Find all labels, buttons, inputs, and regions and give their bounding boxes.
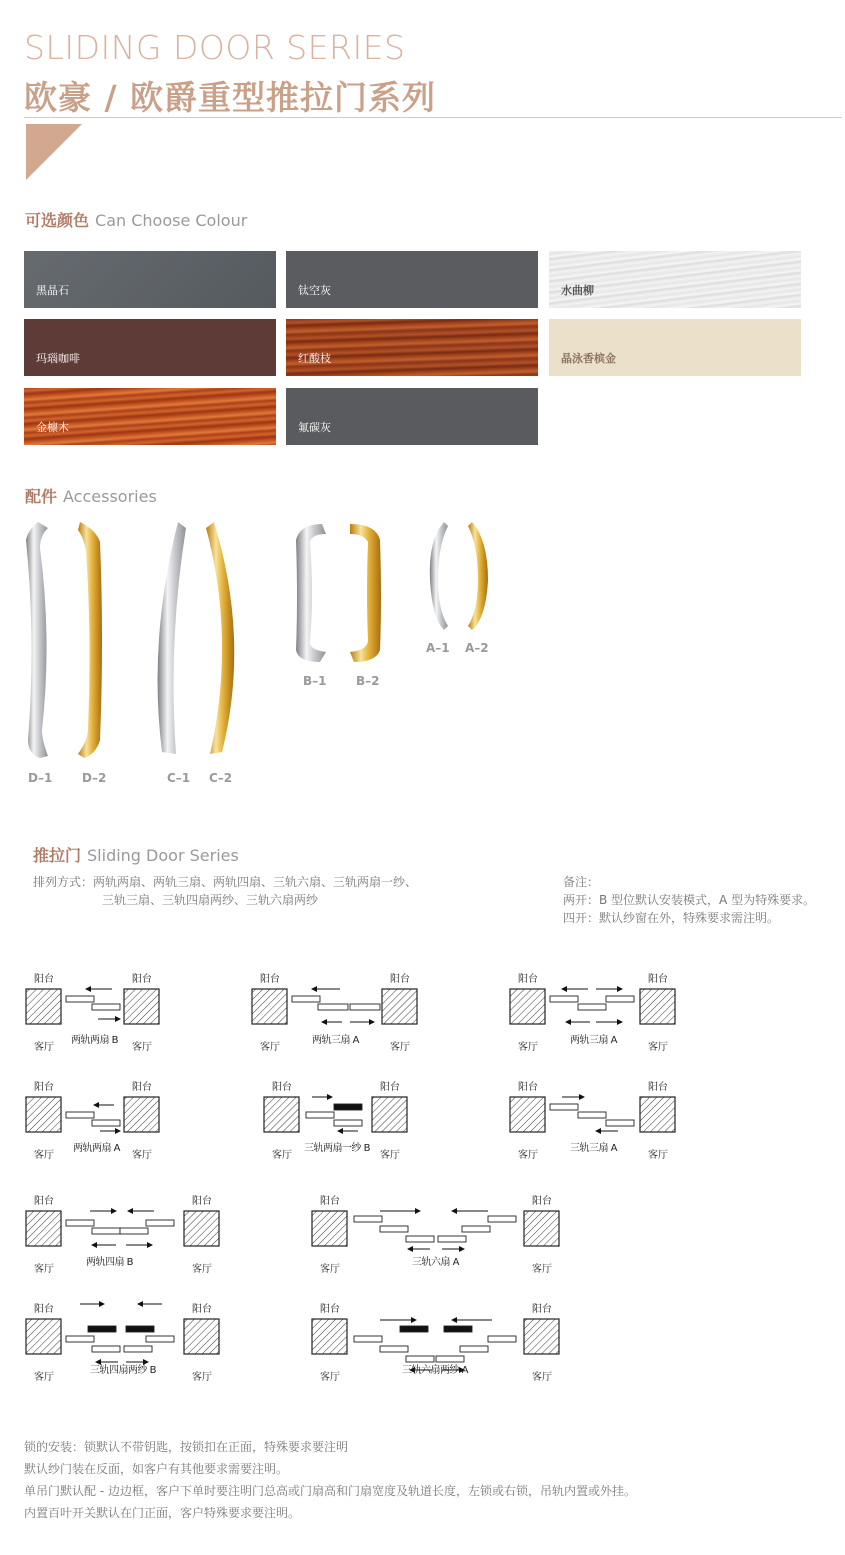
balcony-label: 阳台 bbox=[380, 1082, 400, 1093]
door-panel bbox=[380, 1346, 408, 1352]
door-panel bbox=[438, 1236, 466, 1242]
living-label: 客厅 bbox=[320, 1372, 340, 1383]
living-label: 客厅 bbox=[192, 1372, 212, 1383]
door-panel bbox=[306, 1112, 334, 1118]
swatch-label: 氟碳灰 bbox=[298, 421, 331, 434]
living-label: 客厅 bbox=[34, 1372, 54, 1383]
sliding-heading-en: Sliding Door Series bbox=[87, 846, 239, 865]
diagram-caption: 两轨三扇 A bbox=[570, 1035, 618, 1046]
door-panel bbox=[350, 1004, 380, 1010]
balcony-label: 阳台 bbox=[648, 974, 668, 985]
balcony-label: 阳台 bbox=[192, 1196, 212, 1207]
notes-line-1: 两开：B 型位默认安装模式，A 型为特殊要求。 bbox=[563, 893, 816, 907]
footer-line-4: 内置百叶开关默认在门正面，客户特殊要求要注明。 bbox=[24, 1506, 301, 1520]
balcony-label: 阳台 bbox=[132, 1082, 152, 1093]
door-panel bbox=[550, 1104, 578, 1110]
balcony-label: 阳台 bbox=[34, 1304, 54, 1315]
door-panel bbox=[92, 1004, 120, 1010]
living-label: 客厅 bbox=[518, 1042, 538, 1053]
living-label: 客厅 bbox=[320, 1264, 340, 1275]
door-panel bbox=[92, 1346, 120, 1352]
screen-panel bbox=[88, 1326, 116, 1332]
wall-block bbox=[312, 1319, 347, 1354]
diagram-caption: 三轨六扇两纱 A bbox=[402, 1365, 469, 1376]
diagram-caption: 两轨三扇 A bbox=[312, 1035, 360, 1046]
door-panel bbox=[318, 1004, 348, 1010]
handle-label: C–1 bbox=[167, 771, 191, 785]
living-label: 客厅 bbox=[132, 1150, 152, 1161]
balcony-label: 阳台 bbox=[648, 1082, 668, 1093]
accessories-heading-cn: 配件 bbox=[25, 487, 58, 506]
diagram-caption: 两轨两扇 A bbox=[73, 1143, 121, 1154]
diagram-caption: 三轨六扇 A bbox=[412, 1257, 460, 1268]
living-label: 客厅 bbox=[390, 1042, 410, 1053]
door-panel bbox=[606, 996, 634, 1002]
handle-label: B–1 bbox=[303, 674, 327, 688]
door-panel bbox=[124, 1346, 152, 1352]
swatch-label: 金檩木 bbox=[36, 421, 69, 434]
swatch-label: 黑晶石 bbox=[36, 284, 69, 297]
balcony-label: 阳台 bbox=[34, 974, 54, 985]
wall-block bbox=[524, 1319, 559, 1354]
door-panel bbox=[606, 1120, 634, 1126]
balcony-label: 阳台 bbox=[34, 1196, 54, 1207]
wall-block bbox=[184, 1211, 219, 1246]
door-panel bbox=[92, 1120, 120, 1126]
wall-block bbox=[26, 1319, 61, 1354]
colour-heading-cn: 可选颜色 bbox=[25, 211, 90, 230]
balcony-label: 阳台 bbox=[34, 1082, 54, 1093]
handle-label: A–2 bbox=[465, 641, 489, 655]
door-panel bbox=[292, 996, 320, 1002]
balcony-label: 阳台 bbox=[132, 974, 152, 985]
screen-panel bbox=[444, 1326, 472, 1332]
balcony-label: 阳台 bbox=[192, 1304, 212, 1315]
living-label: 客厅 bbox=[648, 1150, 668, 1161]
door-panel bbox=[354, 1216, 382, 1222]
notes-title: 备注： bbox=[563, 875, 600, 889]
handle-label: D–2 bbox=[82, 771, 107, 785]
swatch-label: 水曲柳 bbox=[561, 284, 594, 297]
sliding-heading-cn: 推拉门 bbox=[33, 846, 82, 865]
door-panel bbox=[120, 1228, 148, 1234]
door-panel bbox=[146, 1336, 174, 1342]
wall-block bbox=[372, 1097, 407, 1132]
colour-heading-en: Can Choose Colour bbox=[95, 211, 248, 230]
arrangement-line-2: 三轨三扇、三轨四扇两纱、三轨六扇两纱 bbox=[102, 893, 319, 907]
handle-label: D–1 bbox=[28, 771, 53, 785]
balcony-label: 阳台 bbox=[260, 974, 280, 985]
screen-panel bbox=[126, 1326, 154, 1332]
wall-block bbox=[640, 1097, 675, 1132]
wall-block bbox=[252, 989, 287, 1024]
balcony-label: 阳台 bbox=[320, 1304, 340, 1315]
arrangement-line-1: 排列方式：两轨两扇、两轨三扇、两轨四扇、三轨六扇、三轨两扇一纱、 bbox=[33, 875, 418, 889]
wall-block bbox=[264, 1097, 299, 1132]
door-panel bbox=[66, 1112, 94, 1118]
wall-block bbox=[312, 1211, 347, 1246]
wall-block bbox=[26, 1211, 61, 1246]
door-panel bbox=[92, 1228, 120, 1234]
wall-block bbox=[510, 989, 545, 1024]
handle-label: B–2 bbox=[356, 674, 380, 688]
balcony-label: 阳台 bbox=[272, 1082, 292, 1093]
handle-label: A–1 bbox=[426, 641, 450, 655]
living-label: 客厅 bbox=[518, 1150, 538, 1161]
door-panel bbox=[462, 1226, 490, 1232]
swatch-label: 晶泳香槟金 bbox=[561, 352, 616, 365]
door-panel bbox=[460, 1346, 488, 1352]
handle-label: C–2 bbox=[209, 771, 233, 785]
balcony-label: 阳台 bbox=[320, 1196, 340, 1207]
balcony-label: 阳台 bbox=[518, 974, 538, 985]
footer-line-2: 默认纱门装在反面，如客户有其他要求需要注明。 bbox=[24, 1462, 289, 1476]
door-panel bbox=[578, 1112, 606, 1118]
balcony-label: 阳台 bbox=[532, 1304, 552, 1315]
wall-block bbox=[382, 989, 417, 1024]
diagram-caption: 两轨四扇 B bbox=[86, 1257, 134, 1268]
wall-block bbox=[124, 989, 159, 1024]
swatch-label: 红酸枝 bbox=[298, 352, 331, 365]
door-panel bbox=[334, 1120, 362, 1126]
wall-block bbox=[184, 1319, 219, 1354]
screen-panel bbox=[400, 1326, 428, 1332]
swatch-label: 玛瑙咖啡 bbox=[36, 352, 80, 365]
door-panel bbox=[354, 1336, 382, 1342]
wall-block bbox=[26, 989, 61, 1024]
screen-panel bbox=[334, 1104, 362, 1110]
footer-line-1: 锁的安装：锁默认不带钥匙，按锁扣在正面，特殊要求要注明 bbox=[24, 1440, 349, 1454]
wall-block bbox=[124, 1097, 159, 1132]
door-panel bbox=[66, 996, 94, 1002]
door-panel bbox=[488, 1216, 516, 1222]
door-panel bbox=[488, 1336, 516, 1342]
balcony-label: 阳台 bbox=[532, 1196, 552, 1207]
door-panel bbox=[406, 1236, 434, 1242]
title-english: SLIDING DOOR SERIES bbox=[24, 28, 406, 67]
diagram-caption: 三轨四扇两纱 B bbox=[90, 1365, 157, 1376]
living-label: 客厅 bbox=[380, 1150, 400, 1161]
accessories-heading-en: Accessories bbox=[63, 487, 157, 506]
wall-block bbox=[640, 989, 675, 1024]
door-panel bbox=[578, 1004, 606, 1010]
footer-line-3: 单吊门默认配 - 边边框，客户下单时要注明门总高或门扇高和门扇宽度及轨道长度，左锁或右锁，吊轨内置或外挂。 bbox=[24, 1484, 636, 1498]
living-label: 客厅 bbox=[532, 1264, 552, 1275]
door-panel bbox=[380, 1226, 408, 1232]
living-label: 客厅 bbox=[132, 1042, 152, 1053]
living-label: 客厅 bbox=[260, 1042, 280, 1053]
balcony-label: 阳台 bbox=[390, 974, 410, 985]
living-label: 客厅 bbox=[272, 1150, 292, 1161]
notes-line-2: 四开：默认纱窗在外，特殊要求需注明。 bbox=[563, 911, 780, 925]
living-label: 客厅 bbox=[648, 1042, 668, 1053]
diagram-caption: 三轨两扇一纱 B bbox=[304, 1143, 371, 1154]
door-panel bbox=[146, 1220, 174, 1226]
living-label: 客厅 bbox=[532, 1372, 552, 1383]
diagram-caption: 两轨两扇 B bbox=[71, 1035, 119, 1046]
wall-block bbox=[510, 1097, 545, 1132]
wall-block bbox=[26, 1097, 61, 1132]
wall-block bbox=[524, 1211, 559, 1246]
living-label: 客厅 bbox=[34, 1042, 54, 1053]
diagram-caption: 三轨三扇 A bbox=[570, 1143, 618, 1154]
living-label: 客厅 bbox=[192, 1264, 212, 1275]
title-chinese: 欧豪 / 欧爵重型推拉门系列 bbox=[24, 78, 437, 117]
living-label: 客厅 bbox=[34, 1264, 54, 1275]
door-panel bbox=[550, 996, 578, 1002]
door-panel bbox=[66, 1336, 94, 1342]
balcony-label: 阳台 bbox=[518, 1082, 538, 1093]
swatch-label: 钛空灰 bbox=[298, 284, 331, 297]
living-label: 客厅 bbox=[34, 1150, 54, 1161]
door-panel bbox=[66, 1220, 94, 1226]
